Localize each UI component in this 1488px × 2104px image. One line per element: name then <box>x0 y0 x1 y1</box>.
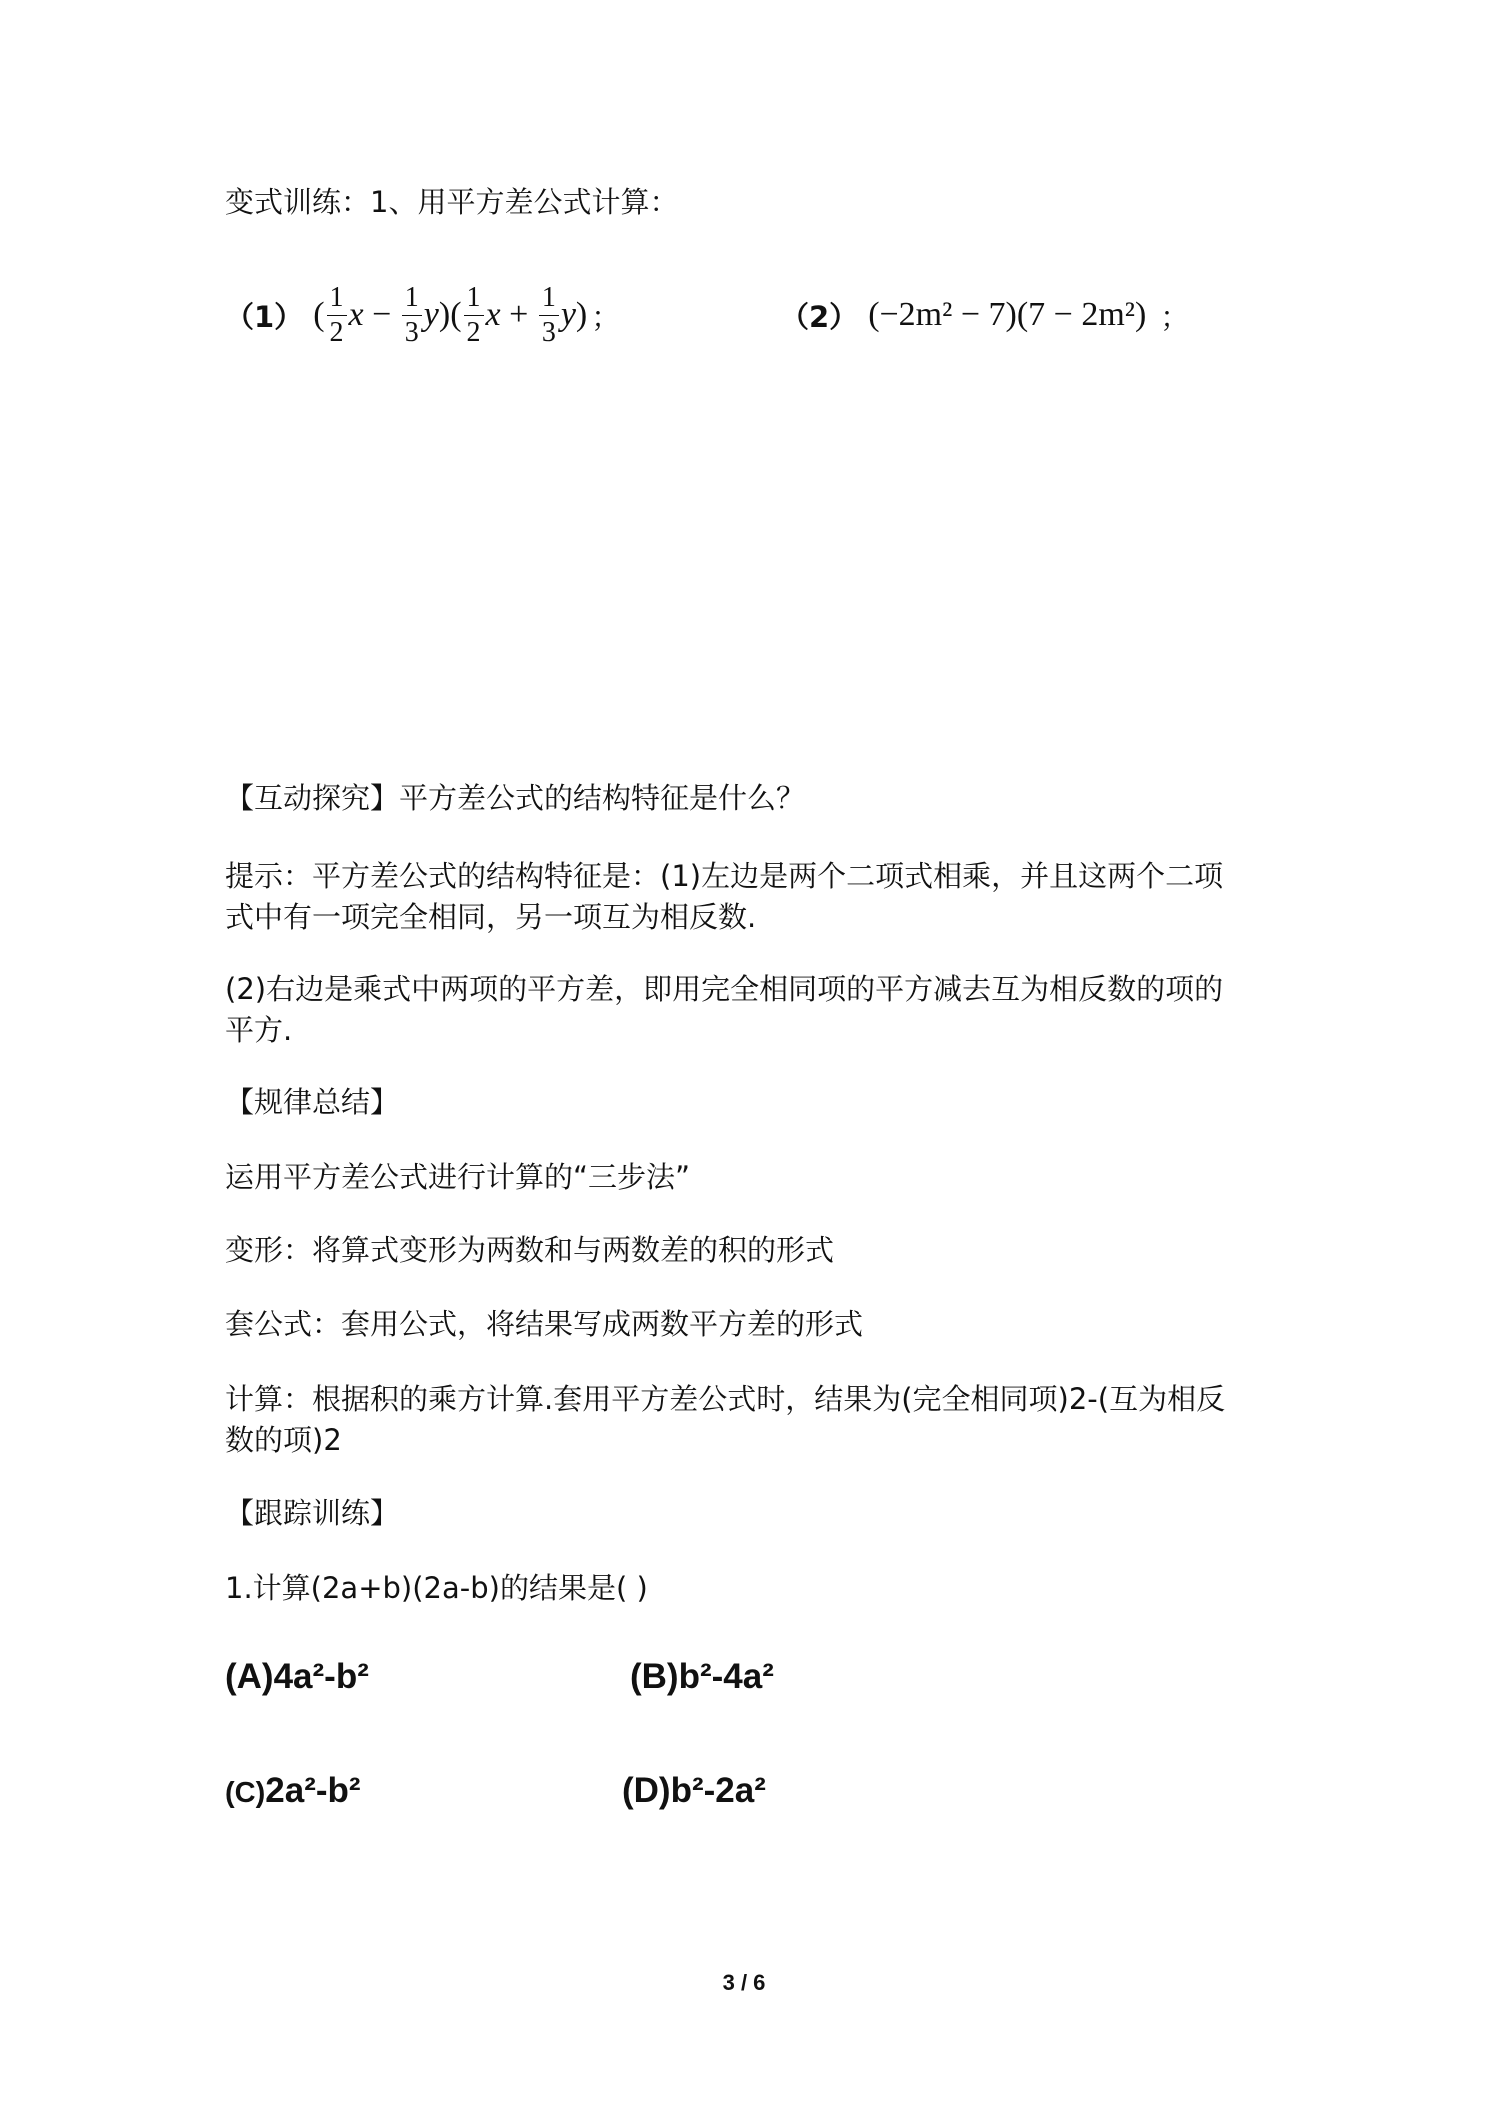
option-d <box>622 1771 766 1811</box>
hint-line-4: 平方. <box>225 1013 293 1047</box>
option-b <box>630 1657 774 1697</box>
variant-heading: 变式训练：1、用平方差公式计算： <box>225 185 679 219</box>
hint-line-3: (2)右边是乘式中两项的平方差，即用完全相同项的平方减去互为相反数的项的 <box>225 972 1224 1006</box>
problem-2-label: （2） <box>780 299 859 334</box>
summary-step-3-line-2: 数的项)2 <box>225 1423 342 1457</box>
page-number: 3 / 6 <box>722 1970 766 1995</box>
option-b-text: b²-4a² <box>678 1657 774 1696</box>
option-c-text: 2a²-b² <box>265 1771 361 1810</box>
option-b-label: (B) <box>630 1657 679 1696</box>
problem-1-expression: ( $\frac{1}{2}$ x − $\frac{1}{3}$ y )( $\frac{1}{2}$ x + $\frac{1}{3}$ y ) <box>313 281 588 348</box>
problem-2 <box>780 270 1189 360</box>
option-d-label: (D) <box>622 1771 671 1810</box>
option-c-label: (C) <box>225 1777 266 1809</box>
practice-question: 1.计算(2a+b)(2a-b)的结果是( ) <box>225 1571 648 1605</box>
explore-heading: 【互动探究】平方差公式的结构特征是什么？ <box>225 781 806 815</box>
option-a-label: (A) <box>225 1657 274 1696</box>
summary-step-3-line-1: 计算：根据积的乘方计算.套用平方差公式时，结果为(完全相同项)2-(互为相反 <box>225 1382 1226 1416</box>
practice-heading: 【跟踪训练】 <box>225 1496 400 1530</box>
hint-line-2: 式中有一项完全相同，另一项互为相反数. <box>225 900 757 934</box>
summary-heading: 【规律总结】 <box>225 1085 400 1119</box>
summary-step-2: 套公式：套用公式，将结果写成两数平方差的形式 <box>225 1307 864 1341</box>
problem-2-semicolon: ； <box>1160 299 1190 334</box>
option-a <box>225 1657 369 1697</box>
problem-1-label: （1） <box>225 299 304 334</box>
option-c <box>225 1771 361 1811</box>
hint-line-1: 提示：平方差公式的结构特征是：(1)左边是两个二项式相乘，并且这两个二项 <box>225 859 1224 893</box>
problem-1 <box>225 270 620 360</box>
summary-intro: 运用平方差公式进行计算的“三步法” <box>225 1160 691 1194</box>
option-a-text: 4a²-b² <box>273 1657 369 1696</box>
summary-step-1: 变形：将算式变形为两数和与两数差的积的形式 <box>225 1233 835 1267</box>
option-d-text: b²-2a² <box>670 1771 766 1810</box>
problem-1-semicolon: ； <box>591 299 621 334</box>
problem-2-expression: (−2m² − 7)(7 − 2m²) <box>868 296 1147 333</box>
